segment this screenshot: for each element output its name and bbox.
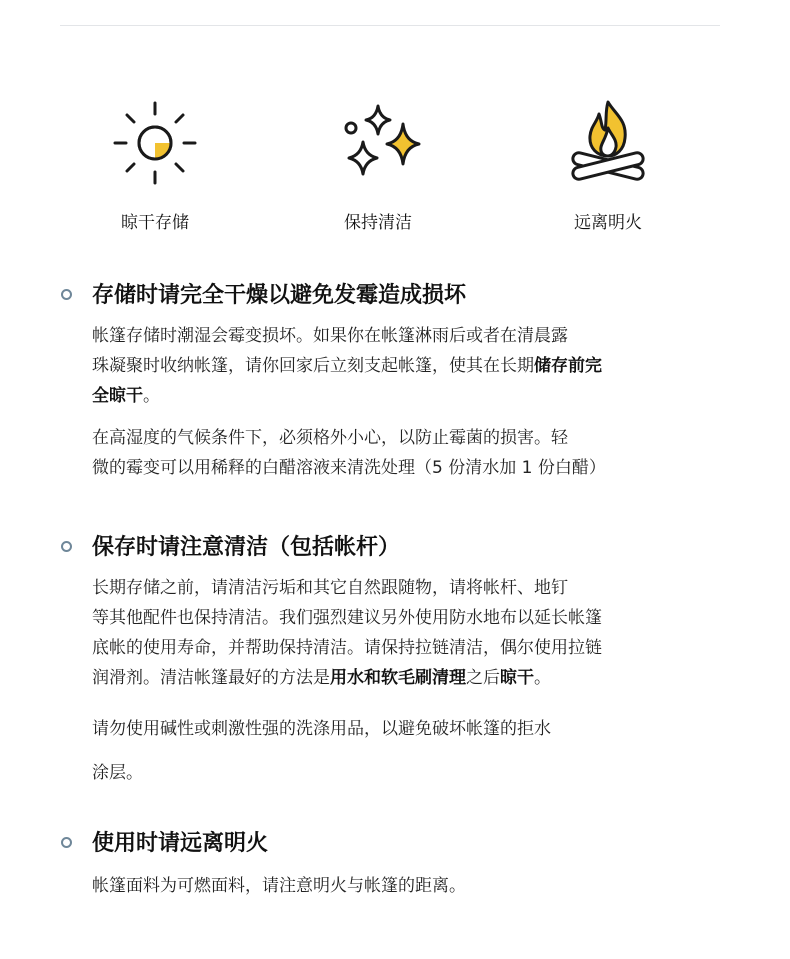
paragraph-line (92, 663, 732, 693)
section-title: 保存时请注意清洁（包括帐杆） (92, 535, 401, 560)
feature-label: 保持清洁 (344, 213, 412, 233)
feature-away-from-fire (508, 98, 708, 233)
paragraph-line: 等其他配件也保持清洁。我们强烈建议另外使用防水地布以延长帐篷 (92, 608, 602, 628)
sun-icon (110, 98, 200, 188)
paragraph-line: 底帐的使用寿命，并帮助保持清洁。请保持拉链清洁，偶尔使用拉链 (92, 638, 602, 658)
top-divider (60, 25, 720, 26)
paragraph-line: 在高湿度的气候条件下，必须格外小心，以防止霉菌的损害。轻 (92, 428, 568, 448)
sparkle-icon (333, 98, 423, 188)
feature-label: 远离明火 (574, 213, 642, 233)
text-run: 珠凝聚时收纳帐篷，请你回家后立刻支起帐篷，使其在长期 (92, 356, 534, 376)
bullet-icon (61, 541, 72, 552)
section-paragraph (92, 707, 732, 795)
bullet-icon (61, 289, 72, 300)
bold-text: 晾干 (500, 668, 534, 688)
feature-label: 晾干存储 (121, 213, 189, 233)
paragraph-line: 微的霉变可以用稀释的白醋溶液来清洗处理（5 份清水加 1 份白醋） (92, 458, 606, 478)
feature-dry-storage (55, 98, 255, 233)
section-title: 使用时请远离明火 (92, 831, 269, 856)
section-title: 存储时请完全干燥以避免发霉造成损坏 (92, 283, 467, 308)
section-keep-clean (0, 533, 790, 783)
section-paragraph (92, 423, 732, 483)
text-run: 。 (143, 386, 160, 406)
feature-keep-clean (278, 98, 478, 233)
paragraph-line: 长期存储之前，请清洁污垢和其它自然跟随物，请将帐杆、地钉 (92, 578, 568, 598)
campfire-icon (563, 98, 653, 188)
text-run: 之后 (466, 668, 500, 688)
paragraph-line: 帐篷面料为可燃面料，请注意明火与帐篷的距离。 (92, 876, 466, 896)
paragraph-line (92, 381, 732, 411)
paragraph-line: 请勿使用碱性或刺激性强的洗涤用品，以避免破坏帐篷的拒水 (92, 719, 551, 739)
paragraph-line: 涂层。 (92, 763, 143, 783)
section-paragraph (92, 573, 732, 693)
feature-icon-row (0, 98, 790, 233)
bold-text: 全晾干 (92, 386, 143, 406)
text-run: 。 (534, 668, 551, 688)
bullet-icon (61, 837, 72, 848)
section-paragraph (92, 871, 732, 901)
section-paragraph (92, 321, 732, 411)
section-away-from-fire (0, 829, 790, 896)
text-run: 润滑剂。清洁帐篷最好的方法是 (92, 668, 330, 688)
section-dry-storage (0, 281, 790, 478)
bold-text: 用水和软毛刷清理 (330, 668, 466, 688)
bold-text: 储存前完 (534, 356, 602, 376)
paragraph-line: 帐篷存储时潮湿会霉变损坏。如果你在帐篷淋雨后或者在清晨露 (92, 326, 568, 346)
paragraph-line (92, 351, 732, 381)
